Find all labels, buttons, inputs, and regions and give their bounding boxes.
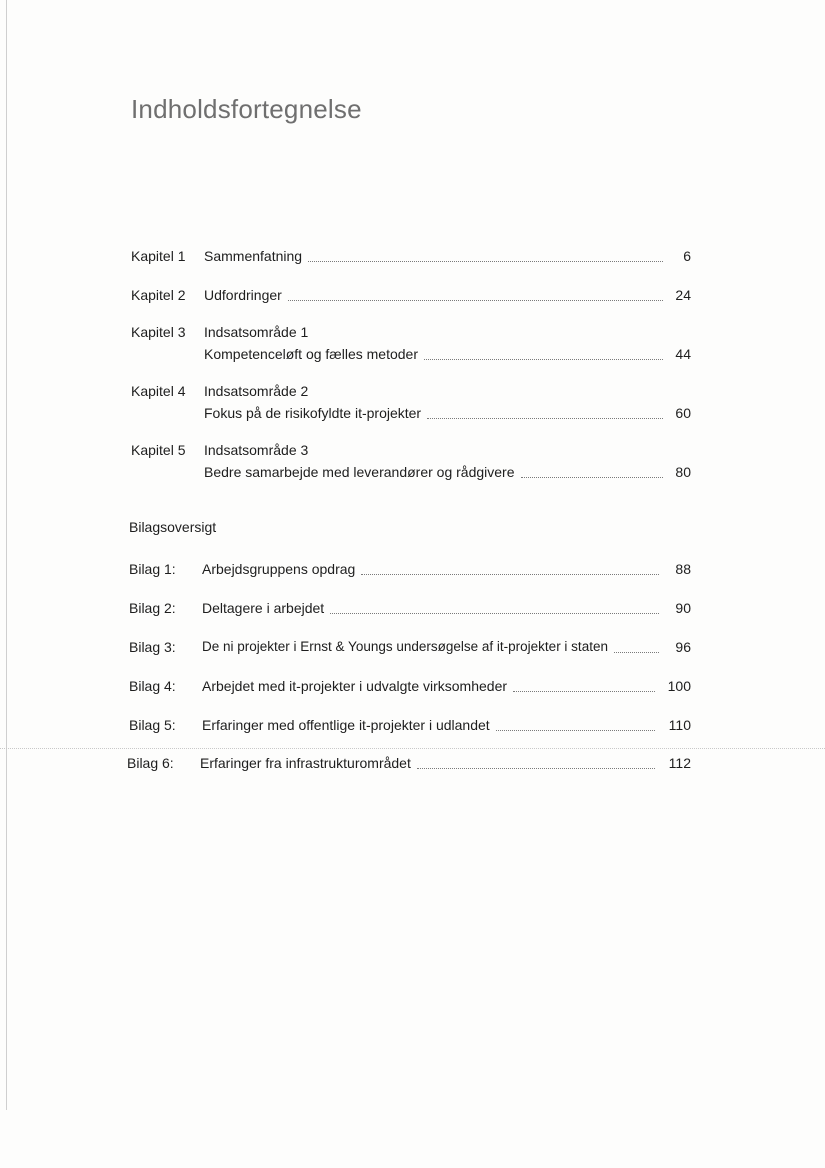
chapter-title: Bedre samarbejde med leverandører og rådgivere [204, 464, 515, 480]
dot-leader [424, 358, 663, 360]
page-title: Indholdsfortegnelse [131, 94, 362, 124]
toc-entry-chapter-4-heading [0, 379, 825, 403]
chapter-subheading: Indsatsområde 3 [204, 442, 309, 458]
dot-leader [417, 767, 655, 769]
appendix-label: Bilag 6: [127, 755, 174, 771]
chapter-label: Kapitel 5 [131, 442, 186, 458]
appendix-label: Bilag 1: [129, 561, 176, 577]
page-number: 24 [675, 287, 691, 303]
chapter-title: Fokus på de risikofyldte it-projekter [204, 405, 422, 421]
page-number: 96 [675, 639, 691, 655]
dot-leader [496, 729, 655, 731]
appendix-heading: Bilagsoversigt [129, 519, 217, 535]
chapter-subheading: Indsatsområde 2 [204, 383, 309, 399]
dot-leader [521, 476, 664, 478]
toc-entry-appendix-3[interactable] [0, 635, 825, 659]
dot-leader [427, 417, 663, 419]
toc-entry-appendix-5[interactable] [0, 713, 825, 737]
chapter-label: Kapitel 2 [131, 287, 186, 303]
toc-entry-chapter-5-heading [0, 438, 825, 462]
toc-entry-chapter-4[interactable] [0, 401, 825, 425]
toc-entry-appendix-4[interactable] [0, 674, 825, 698]
appendix-label: Bilag 3: [129, 639, 176, 655]
toc-entry-chapter-1[interactable] [0, 244, 825, 268]
page-number: 100 [667, 678, 691, 694]
appendix-title: Arbejdet med it-projekter i udvalgte virksomheder [202, 678, 508, 694]
toc-entry-chapter-5[interactable] [0, 460, 825, 484]
page-number: 80 [675, 464, 691, 480]
chapter-label: Kapitel 4 [131, 383, 186, 399]
scan-fold-line [0, 748, 825, 749]
chapter-label: Kapitel 3 [131, 324, 186, 340]
chapter-title: Sammenfatning [204, 248, 303, 264]
appendix-label: Bilag 5: [129, 717, 176, 733]
page-number: 110 [668, 717, 691, 733]
page-number: 60 [675, 405, 691, 421]
dot-leader [513, 690, 655, 692]
toc-entry-appendix-1[interactable] [0, 557, 825, 581]
toc-entry-chapter-3-heading [0, 320, 825, 344]
toc-entry-chapter-3[interactable] [0, 342, 825, 366]
dot-leader [288, 299, 663, 301]
chapter-title: Kompetenceløft og fælles metoder [204, 346, 418, 362]
chapter-label: Kapitel 1 [131, 248, 186, 264]
appendix-title: Erfaringer fra infrastrukturområdet [200, 755, 411, 771]
page-number: 6 [683, 248, 691, 264]
appendix-title: Deltagere i arbejdet [202, 600, 325, 616]
page-number: 112 [668, 755, 691, 771]
appendix-title: Erfaringer med offentlige it-projekter i udlandet [202, 717, 490, 733]
chapter-subheading: Indsatsområde 1 [204, 324, 309, 340]
appendix-title: Arbejdsgruppens opdrag [202, 561, 356, 577]
dot-leader [308, 260, 663, 262]
dot-leader [330, 612, 659, 614]
dot-leader [361, 573, 659, 575]
page-edge [6, 0, 7, 1110]
toc-entry-appendix-2[interactable] [0, 596, 825, 620]
toc-entry-chapter-2[interactable] [0, 283, 825, 307]
page-number: 90 [675, 600, 691, 616]
appendix-label: Bilag 2: [129, 600, 176, 616]
chapter-title: Udfordringer [204, 287, 282, 303]
appendix-title: De ni projekter i Ernst & Youngs undersøgelse af it-projekter i staten [202, 639, 608, 654]
toc-entry-appendix-6[interactable] [0, 751, 825, 775]
page-number: 88 [675, 561, 691, 577]
appendix-label: Bilag 4: [129, 678, 176, 694]
page-number: 44 [675, 346, 691, 362]
